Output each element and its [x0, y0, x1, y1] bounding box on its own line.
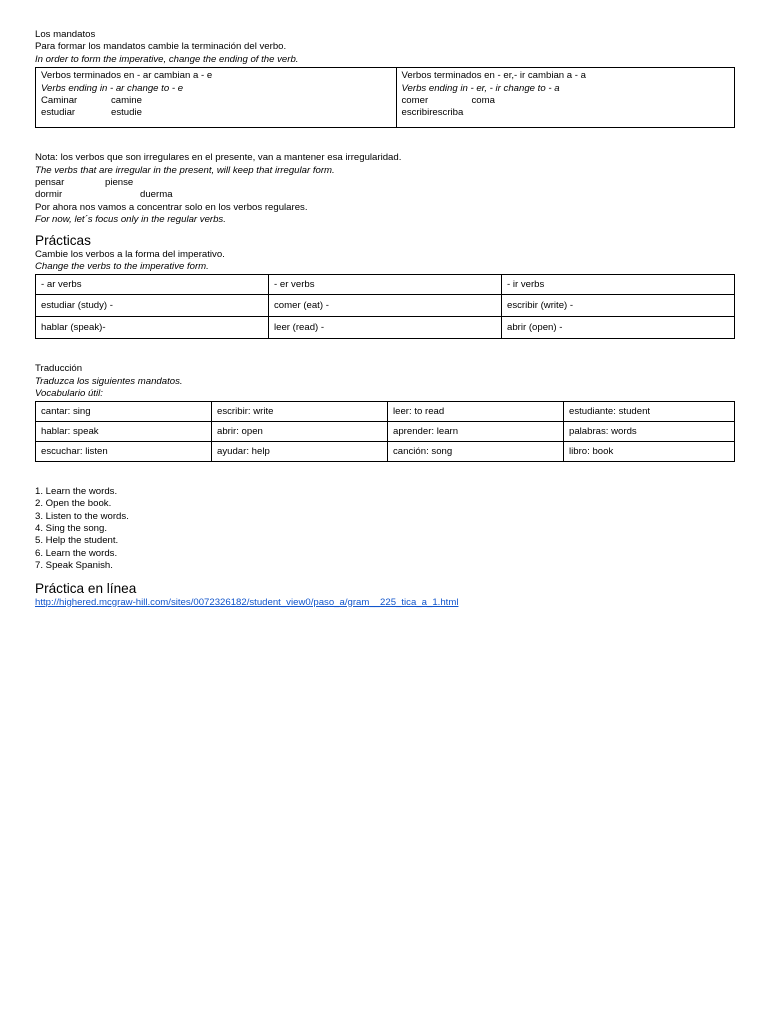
- vocab-cell: ayudar: help: [212, 441, 388, 461]
- intro-instruction-en: In order to form the imperative, change the ending of the verb.: [35, 53, 299, 65]
- vocab-cell: palabras: words: [564, 421, 735, 441]
- vocab-cell: canción: song: [388, 441, 564, 461]
- list-item: 3. Listen to the words.: [35, 510, 129, 522]
- rules-ar-example: [41, 107, 391, 119]
- example-verb: pensar: [35, 177, 65, 189]
- list-item: 7. Speak Spanish.: [35, 560, 113, 572]
- example-command: camine: [111, 95, 142, 107]
- table-header-cell: - er verbs: [269, 275, 502, 295]
- focus-en: For now, let´s focus only in the regular verbs.: [35, 214, 226, 226]
- rules-er-ir-example: [402, 95, 730, 107]
- worksheet-page: [35, 29, 735, 609]
- example-command: duerma: [140, 189, 173, 201]
- example-command: escriba: [432, 107, 464, 119]
- rules-er-ir-heading-en: Verbs ending in - er, - ir change to - a: [401, 82, 560, 94]
- online-practice-link[interactable]: http://highered.mcgraw-hill.com/sites/0072326182/student_view0/paso_a/gram__225_tica_a_1.html: [35, 596, 459, 608]
- list-item: 5. Help the student.: [35, 535, 119, 547]
- example-verb: estudiar: [41, 107, 76, 119]
- rules-ar-heading-en: Verbs ending in - ar change to - e: [41, 82, 184, 94]
- practice-cell: comer (eat) -: [269, 295, 502, 317]
- rules-er-ir-heading-es: Verbos terminados en - er,- ir cambian a - a: [401, 70, 586, 82]
- online-practice-heading: Práctica en línea: [35, 580, 137, 596]
- rules-er-ir-example: [402, 107, 730, 119]
- vocab-cell: aprender: learn: [388, 421, 564, 441]
- vocab-label: Vocabulario útil:: [35, 388, 103, 400]
- traduccion-title: Traducción: [35, 363, 83, 375]
- practice-cell: hablar (speak)-: [36, 317, 269, 339]
- table-header-cell: - ir verbs: [502, 275, 735, 295]
- example-verb: dormir: [35, 189, 63, 201]
- traduccion-instruction: Traduzca los siguientes mandatos.: [35, 375, 183, 387]
- practice-cell: leer (read) -: [269, 317, 502, 339]
- vocab-cell: escribir: write: [212, 401, 388, 421]
- list-item: 2. Open the book.: [35, 498, 112, 510]
- example-command: coma: [471, 95, 495, 107]
- list-item: 6. Learn the words.: [35, 547, 118, 559]
- vocab-cell: leer: to read: [388, 401, 564, 421]
- vocab-cell: libro: book: [564, 441, 735, 461]
- vocab-cell: hablar: speak: [36, 421, 212, 441]
- rules-er-ir-cell: [396, 68, 735, 128]
- intro-title: Los mandatos: [35, 29, 96, 40]
- practice-table: [35, 274, 735, 339]
- focus-es: Por ahora nos vamos a concentrar solo en los verbos regulares.: [35, 201, 308, 213]
- practicas-instruction-es: Cambie los verbos a la forma del imperativo.: [35, 248, 225, 260]
- example-verb: Caminar: [41, 95, 78, 107]
- note-example: [35, 189, 735, 201]
- list-item: 4. Sing the song.: [35, 522, 108, 534]
- vocabulary-table: [35, 401, 735, 462]
- note-example: [35, 177, 735, 189]
- practicas-heading: Prácticas: [35, 232, 91, 248]
- vocab-cell: estudiante: student: [564, 401, 735, 421]
- example-command: estudie: [111, 107, 142, 119]
- rules-table: [35, 67, 735, 128]
- vocab-cell: abrir: open: [212, 421, 388, 441]
- sentence-list: [35, 486, 735, 573]
- vocab-cell: escuchar: listen: [36, 441, 212, 461]
- example-verb: escribir: [401, 107, 433, 119]
- example-command: piense: [105, 177, 134, 189]
- practicas-instruction-en: Change the verbs to the imperative form.: [35, 261, 209, 273]
- table-row: [36, 275, 735, 295]
- table-row: [36, 401, 735, 421]
- rules-ar-example: [41, 95, 391, 107]
- note-es: Nota: los verbos que son irregulares en el presente, van a mantener esa irregularidad.: [35, 152, 402, 164]
- table-header-cell: - ar verbs: [36, 275, 269, 295]
- note-en: The verbs that are irregular in the present, will keep that irregular form.: [35, 164, 335, 176]
- table-row: [36, 317, 735, 339]
- practice-cell: escribir (write) -: [502, 295, 735, 317]
- rules-ar-cell: [36, 68, 397, 128]
- table-row: [36, 295, 735, 317]
- table-row: [36, 421, 735, 441]
- practice-cell: abrir (open) -: [502, 317, 735, 339]
- intro-instruction-es: Para formar los mandatos cambie la terminación del verbo.: [35, 41, 287, 53]
- rules-ar-heading-es: Verbos terminados en - ar cambian a - e: [41, 70, 213, 82]
- vocab-cell: cantar: sing: [36, 401, 212, 421]
- list-item: 1. Learn the words.: [35, 485, 118, 497]
- table-row: [36, 441, 735, 461]
- example-verb: comer: [401, 95, 429, 107]
- practice-cell: estudiar (study) -: [36, 295, 269, 317]
